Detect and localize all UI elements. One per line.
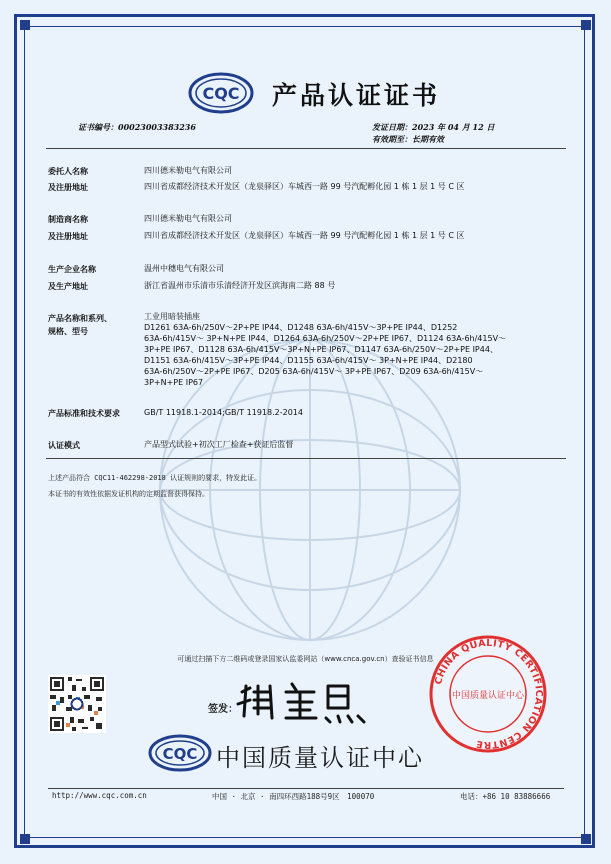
mode-label: 认证模式 (48, 441, 80, 450)
header-divider (46, 148, 566, 149)
mode-value: 产品型式试验+初次工厂检查+获证后监督 (144, 440, 294, 449)
model-line: 63A-6h/415V～ 3P+N+PE IP44、D1264 63A-6h/250V～2P+PE IP67、D1124 63A-6h/415V～ (144, 334, 507, 343)
validity-value: 长期有效 (412, 134, 444, 144)
standard-label: 产品标准和技术要求 (48, 409, 120, 418)
seal-inner-text: 中国质量认证中心 (451, 691, 525, 701)
product-label-1: 产品名称和系列、 (48, 314, 112, 323)
verify-text: 可通过扫描下方二维码或登录国家认监委网站（www.cnca.gov.cn）查验证书信息 (177, 655, 434, 663)
model-line: D1151 63A-6h/415V～3P+PE IP44、D1155 63A-6h/415V～ 3P+N+PE IP44、D2180 (144, 356, 473, 365)
corner-ornament (581, 834, 591, 844)
maker-label: 制造商名称 (48, 215, 88, 224)
footer-logo-text: CQC (162, 745, 198, 763)
footer-phone: 电话：+86 10 83886666 (460, 792, 551, 801)
note-line: 本证书的有效性依据发证机构的定期监督获得保持。 (48, 490, 209, 498)
signature-label: 签发： (208, 704, 238, 715)
footer-address: 中国 · 北京 · 南四环西路188号9区 100070 (212, 792, 375, 801)
note-line: 上述产品符合 CQC11-462298-2018 认证规则的要求，特发此证。 (48, 474, 262, 482)
corner-ornament (20, 20, 30, 30)
model-line: 3P+PE IP67、D1128 63A-6h/415V～3P+N+PE IP67、D1147 63A-6h/250V～2P+PE IP44、 (144, 345, 498, 354)
factory-name: 温州中穗电气有限公司 (144, 264, 224, 273)
issue-date (372, 122, 494, 133)
validity-label: 有效期至： (372, 134, 412, 144)
certificate-header (0, 64, 611, 124)
page-title: 产品认证证书 (272, 81, 441, 110)
certification-seal (428, 634, 548, 754)
client-label: 委托人名称 (48, 167, 88, 176)
factory-label: 生产企业名称 (48, 265, 96, 274)
cert-number-label: 证书编号： (78, 122, 118, 132)
org-name: 中国质量认证中心 (216, 744, 424, 772)
signature-image (236, 678, 376, 726)
standard-value: GB/T 11918.1-2014;GB/T 11918.2-2014 (144, 408, 303, 417)
model-line: 3P+N+PE IP67 (144, 378, 204, 387)
seal-ring-text: CHINA QUALITY CERTIFICATION CENTRE (432, 637, 545, 751)
product-name: 工业用暗装插座 (144, 312, 200, 321)
factory-address: 浙江省温州市乐清市乐清经济开发区滨海南二路 88 号 (144, 281, 336, 290)
qr-code[interactable] (48, 672, 106, 736)
issue-date-value: 2023 年 04 月 12 日 (412, 122, 495, 132)
maker-name: 四川德米勒电气有限公司 (144, 214, 232, 223)
cqc-logo-icon (188, 72, 254, 114)
model-line: 63A-6h/250V～2P+PE IP67、D205 63A-6h/415V～ 3P+PE IP67、D209 63A-6h/415V～ (144, 367, 484, 376)
issue-date-label: 发证日期： (372, 122, 412, 132)
corner-ornament (581, 20, 591, 30)
cert-number-value: 00023003383236 (118, 122, 196, 132)
client-address: 四川省成都经济技术开发区（龙泉驿区）车城西一路 99 号汽配孵化园 1 栋 1 层 1 号 C 区 (144, 182, 465, 191)
body-divider (46, 458, 566, 459)
product-models (144, 322, 564, 388)
maker-address-label: 及注册地址 (48, 232, 88, 241)
logo-text: CQC (202, 84, 240, 103)
footer-divider (48, 788, 564, 789)
client-name: 四川德米勒电气有限公司 (144, 166, 232, 175)
factory-address-label: 及生产地址 (48, 282, 88, 291)
cqc-footer-logo-icon (148, 734, 212, 772)
maker-address: 四川省成都经济技术开发区（龙泉驿区）车城西一路 99 号汽配孵化园 1 栋 1 层 1 号 C 区 (144, 231, 465, 240)
footer-website[interactable]: http://www.cqc.com.cn (52, 791, 147, 800)
product-label-2: 规格、型号 (48, 327, 88, 336)
client-address-label: 及注册地址 (48, 183, 88, 192)
corner-ornament (20, 834, 30, 844)
cert-number (78, 122, 196, 133)
model-line: D1261 63A-6h/250V～2P+PE IP44、D1248 63A-6h/415V～3P+PE IP44、D1252 (144, 323, 458, 332)
validity (372, 134, 444, 145)
